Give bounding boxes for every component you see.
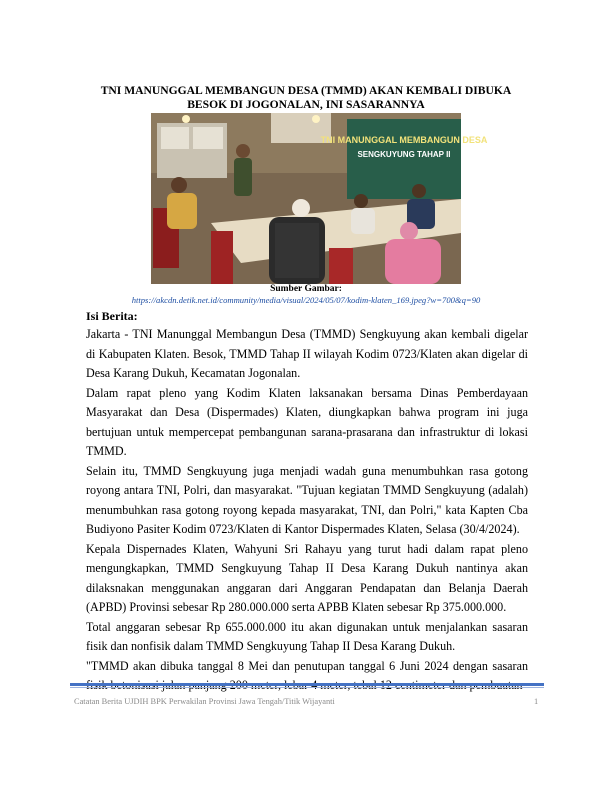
footer-text: Catatan Berita UJDIH BPK Perwakilan Provinsi Jawa Tengah/Titik Wijayanti <box>74 697 335 706</box>
body-paragraph: Jakarta - TNI Manunggal Membangun Desa (TMMD) Sengkuyung akan kembali digelar di Kabupaten Klaten. Besok, TMMD Tahap II wilayah Kodim 0723/Klaten akan digelar di Desa Karang Dukuh, Kecamatan Jogonalan. <box>86 327 528 380</box>
body-paragraph: "TMMD akan dibuka tanggal 8 Mei dan penutupan tanggal 6 Juni 2024 dengan sasaran <box>86 658 528 673</box>
body-paragraph: Total anggaran sebesar Rp 655.000.000 itu akan digunakan untuk menjalankan sasaran fisik dan nonfisik dalam TMMD Sengkuyung Tahap II Desa Karang Dukuh. <box>86 619 528 653</box>
news-photo <box>151 113 488 284</box>
article-title-line-2: BESOK DI JOGONALAN, INI SASARANNYA <box>187 98 425 111</box>
body-paragraph: Kepala Dispernades Klaten, Wahyuni Sri Rahayu yang turut hadi dalam rapat pleno mengungkapkan, TMMD Sengkuyung Tahap II Desa Karang Dukuh nantinya akan dilaksnakan menggunakan anggaran dari Anggaran Pendapatan dan Belanja Daerah (APBD) Provinsi sebesar Rp 280.000.000 serta APBB Klaten sebesar Rp 375.000.000. <box>86 541 528 614</box>
article-title-line-1: TNI MANUNGGAL MEMBANGUN DESA (TMMD) AKAN KEMBALI DIBUKA <box>100 84 512 97</box>
page-number: 1 <box>534 697 539 706</box>
section-heading: Isi Berita: <box>86 309 138 323</box>
body-paragraph: Selain itu, TMMD Sengkuyung juga menjadi wadah guna menumbuhkan rasa gotong royong antara TNI, Polri, dan masyarakat. "Tujuan kegiatan TMMD Sengkuyung (adalah) menumbuhkan rasa gotong royong kepada masyarakat, TNI, dan Polri," kata Kapten Cba Budiyono Pasiter Kodim 0723/Klaten di Kantor Dispermades Klaten, Selasa (30/4/2024). <box>86 463 528 536</box>
footer-divider <box>70 683 544 686</box>
body-paragraph: Dalam rapat pleno yang Kodim Klaten laksanakan bersama Dinas Pemberdayaan Masyarakat dan Desa (Dispermades) Klaten, diungkapkan bahwa program ini juga bertujuan untuk mempercepat pembangunan sarana-prasarana dan infrastruktur di lokasi TMMD. <box>86 385 528 458</box>
photo-banner-line-2: SENGKUYUNG TAHAP II <box>357 150 451 159</box>
image-source-label: Sumber Gambar: <box>270 284 342 294</box>
article-body <box>86 325 528 696</box>
photo-banner-line-1: TNI MANUNGGAL MEMBANGUN DESA <box>320 135 488 145</box>
footer-divider-thin <box>70 687 544 688</box>
article-title <box>70 84 542 112</box>
image-source-url[interactable]: https://akcdn.detik.net.id/community/media/visual/2024/05/07/kodim-klaten_169.jpeg?w=700&q=90 <box>131 295 481 305</box>
